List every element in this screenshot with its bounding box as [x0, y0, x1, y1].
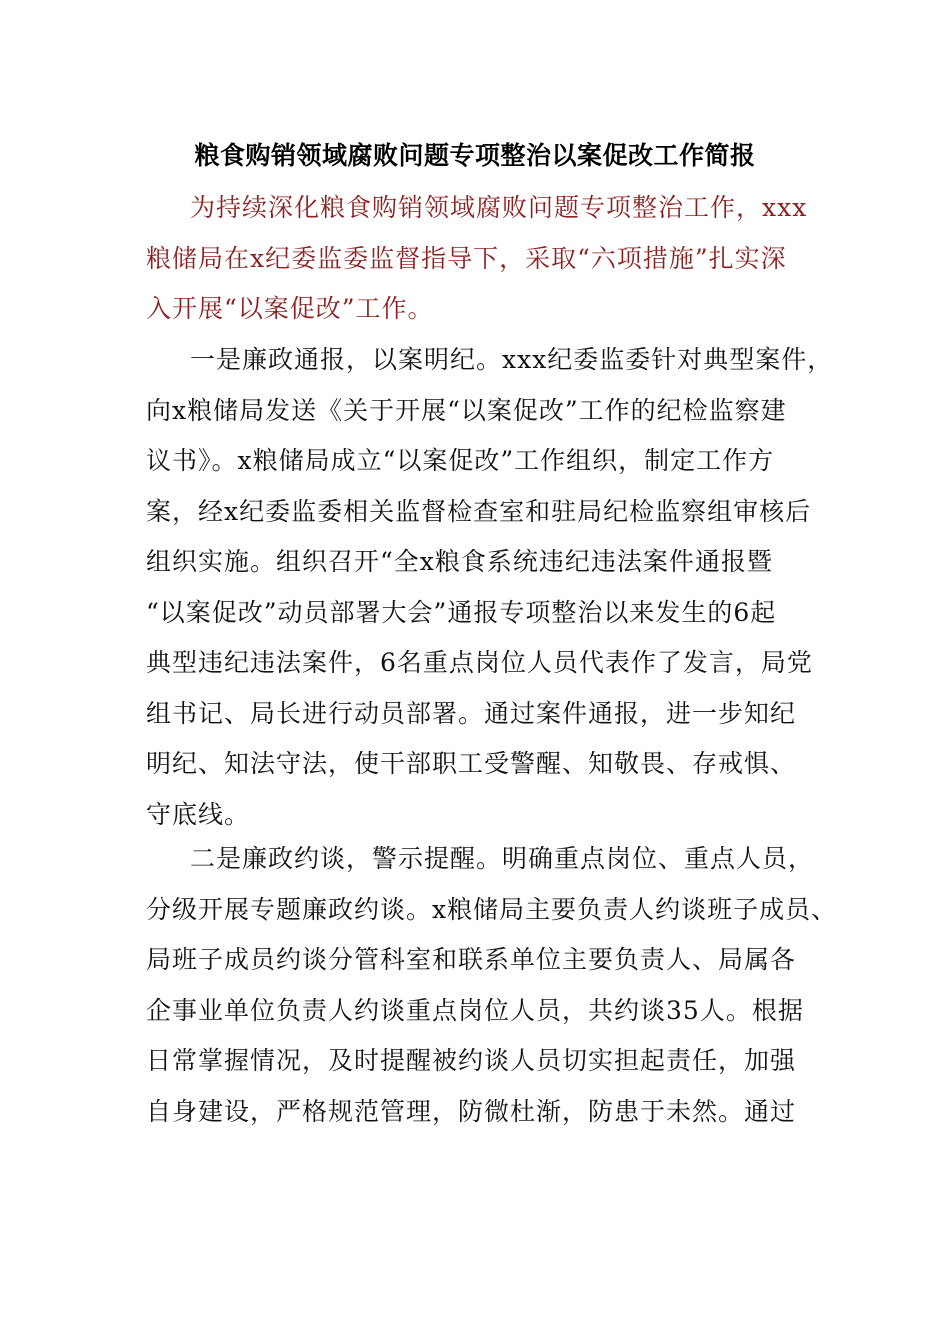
- paragraph-line: 案，经x纪委监委相关监督检查室和驻局纪检监察组审核后: [146, 496, 812, 526]
- paragraph-line: 自身建设，严格规范管理，防微杜渐，防患于未然。通过: [146, 1096, 797, 1126]
- paragraph-line: 一是廉政通报，以案明纪。xxx纪委监委针对典型案件，: [190, 345, 834, 374]
- paragraph-line: 二是廉政约谈，警示提醒。明确重点岗位、重点人员，: [190, 844, 815, 873]
- paragraph-line: 分级开展专题廉政约谈。x粮储局主要负责人约谈班子成员、: [146, 894, 838, 924]
- intro-paragraph: [146, 190, 826, 342]
- paragraph-line: “以案促改”动员部署大会”通报专项整治以来发生的6起: [146, 597, 777, 627]
- paragraph-line: 议书》。x粮储局成立“以案促改”工作组织，制定工作方: [146, 446, 775, 475]
- intro-line: 粮储局在x纪委监委监督指导下，采取“六项措施”扎实深: [146, 243, 787, 273]
- intro-line: 为持续深化粮食购销领域腐败问题专项整治工作，xxx: [190, 193, 808, 222]
- paragraph-line: 组书记、局长进行动员部署。通过案件通报，进一步知纪: [146, 698, 797, 728]
- paragraph-line: 守底线。: [146, 799, 251, 829]
- paragraph-integrity-briefing: [146, 342, 834, 847]
- document-title: 粮食购销领域腐败问题专项整治以案促改工作简报: [194, 141, 756, 170]
- paragraph-line: 明纪、知法守法，使干部职工受警醒、知敬畏、存戒惧、: [146, 749, 797, 778]
- paragraph-line: 局班子成员约谈分管科室和联系单位主要负责人、局属各: [146, 945, 797, 974]
- intro-line: 入开展“以案促改”工作。: [146, 294, 434, 323]
- paragraph-integrity-talks: [146, 841, 838, 1144]
- paragraph-line: 组织实施。组织召开“全x粮食系统违纪违法案件通报暨: [146, 547, 773, 576]
- paragraph-line: 典型违纪违法案件，6名重点岗位人员代表作了发言，局党: [146, 648, 813, 677]
- paragraph-line: 企事业单位负责人约谈重点岗位人员，共约谈35人。根据: [146, 995, 804, 1025]
- paragraph-line: 日常掌握情况，及时提醒被约谈人员切实担起责任，加强: [146, 1046, 797, 1075]
- paragraph-line: 向x粮储局发送《关于开展“以案促改”工作的纪检监察建: [146, 395, 787, 425]
